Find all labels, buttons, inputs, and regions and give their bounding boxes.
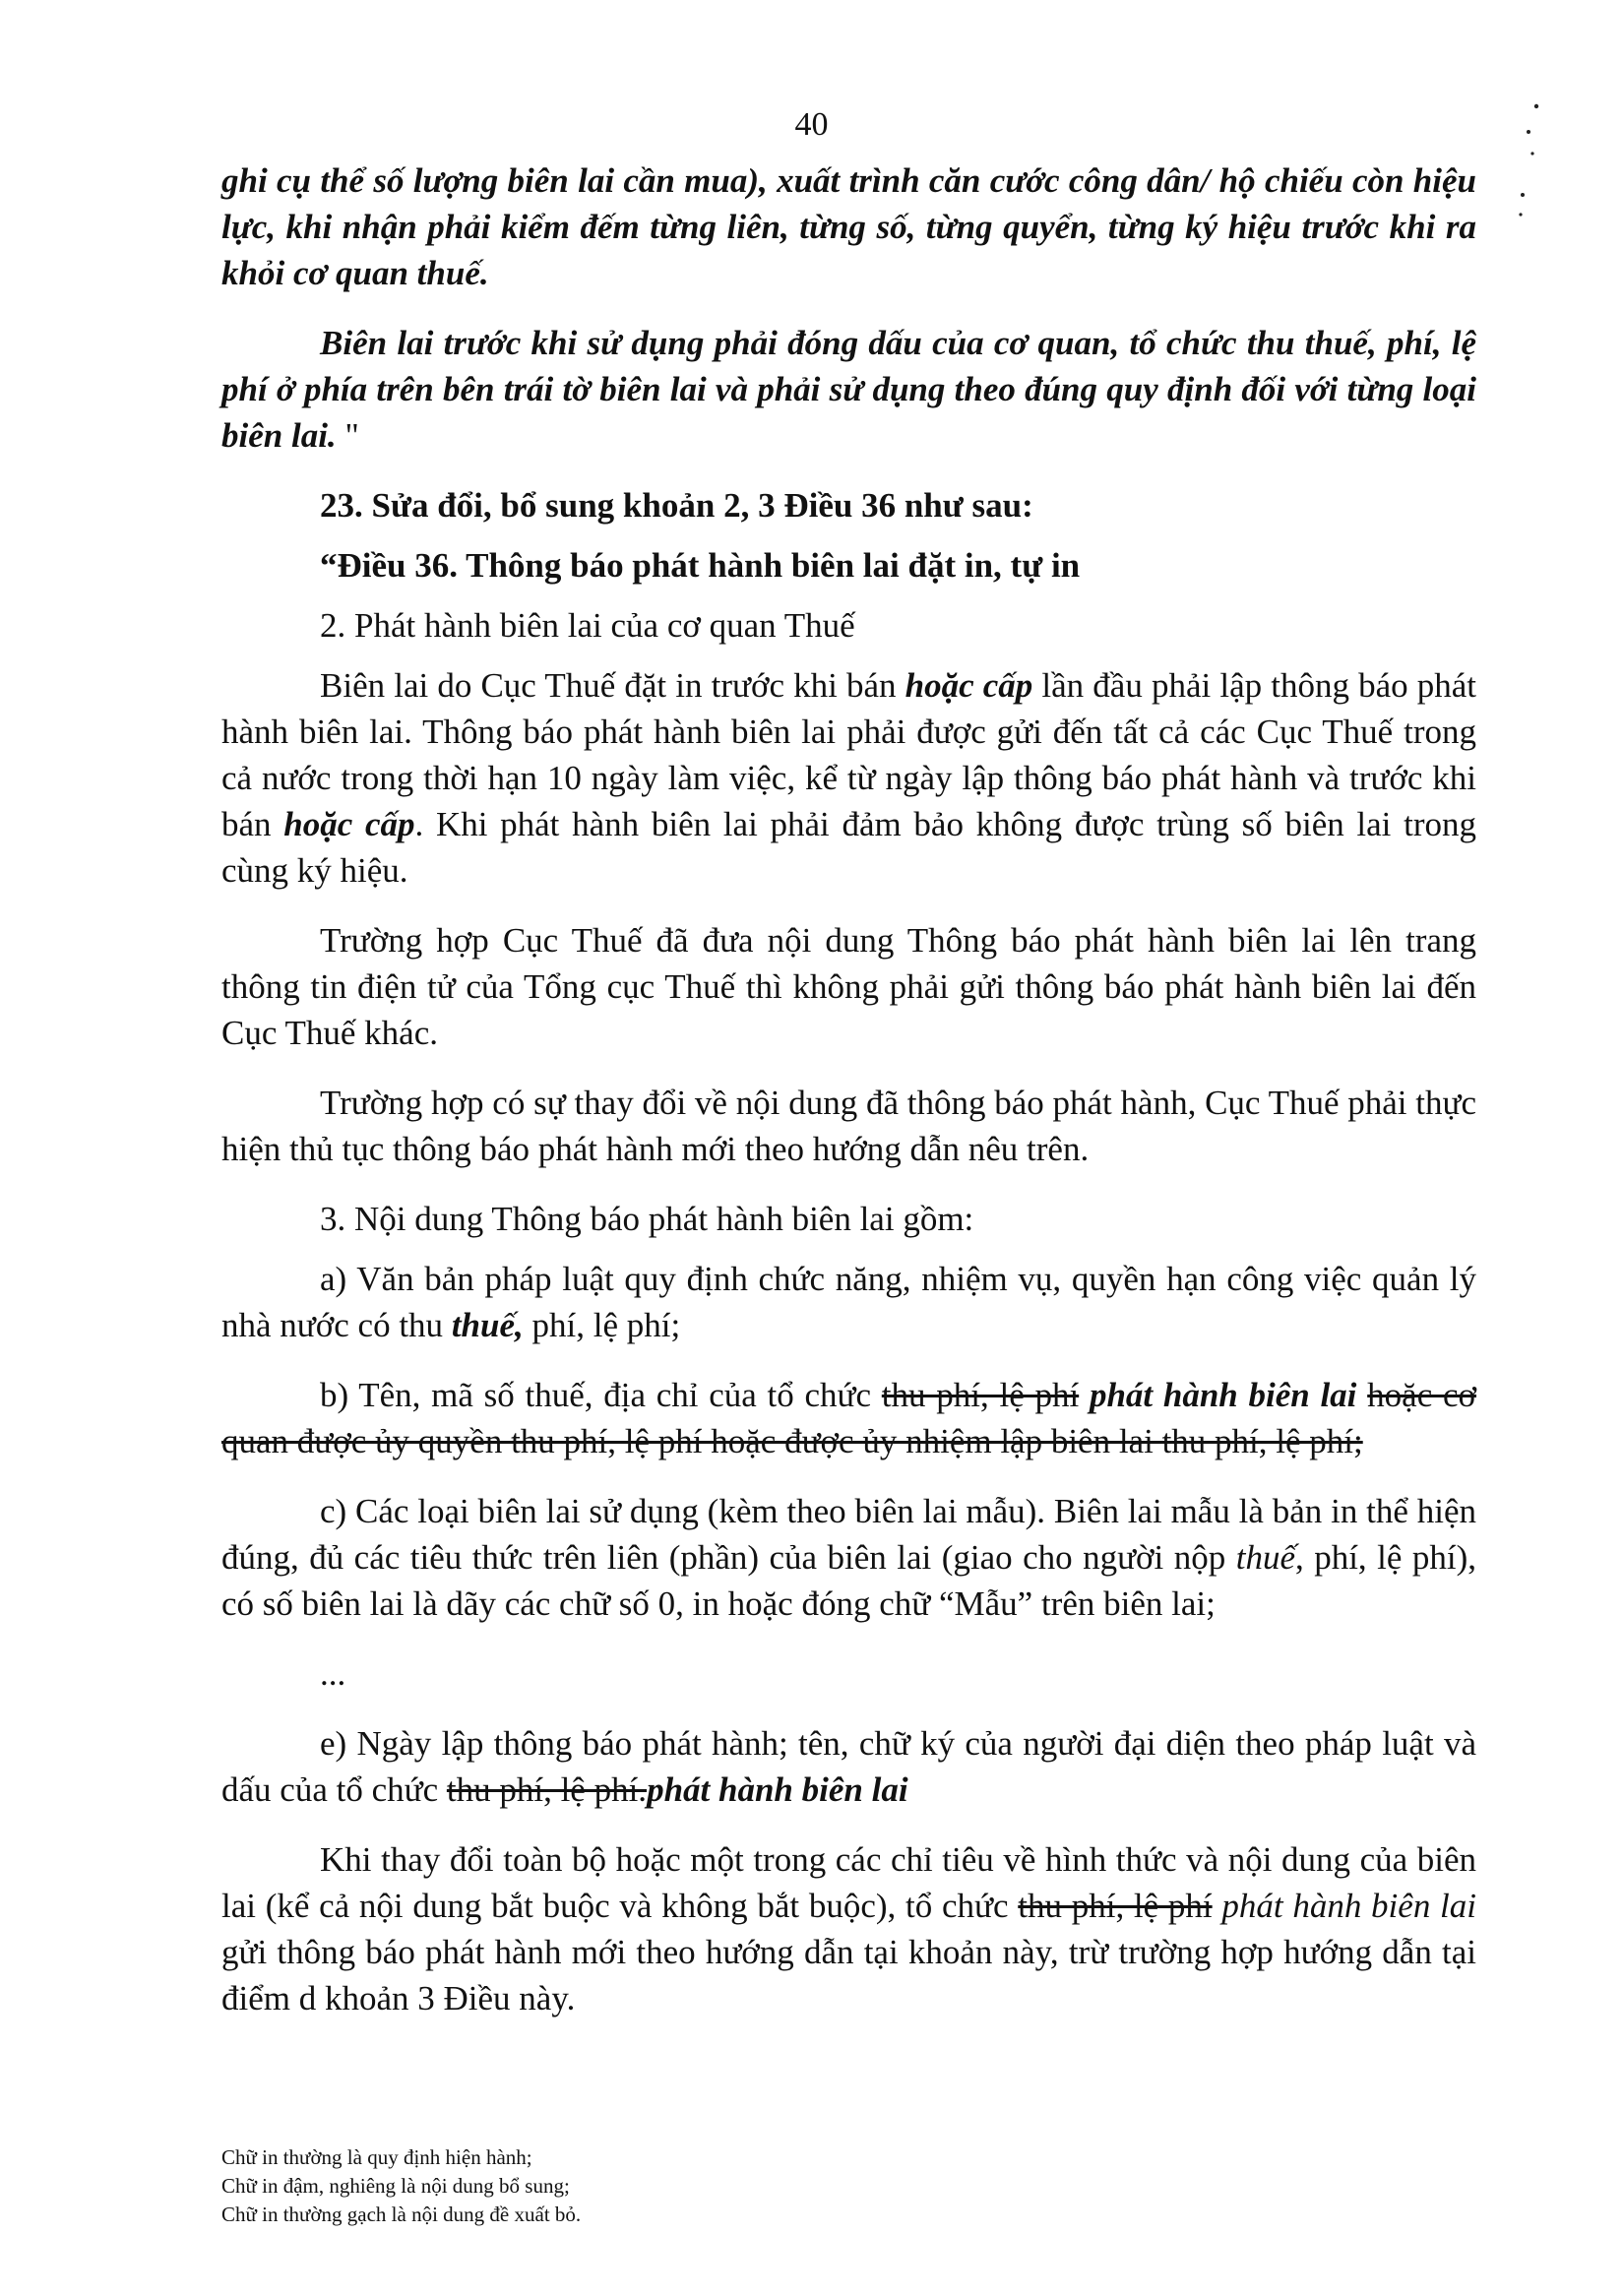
added-text: phát hành biên lai <box>647 1770 908 1809</box>
added-text: hoặc cấp <box>905 666 1033 705</box>
added-text: phát hành biên lai <box>1221 1887 1476 1925</box>
page-number: 40 <box>794 106 829 143</box>
text-run: c) Các loại biên lai sử dụng (kèm theo biên lai mẫu). Biên lai mẫu là bản in thể hiện đúng, đủ các tiêu thức trên liên (phần) của biên lai (giao cho người nộp <box>221 1492 1476 1577</box>
note-bold-italic: Chữ in đậm, nghiêng là nội dung bổ sung; <box>221 2174 570 2198</box>
added-text: hoặc cấp <box>283 805 415 843</box>
text-run: Biên lai do Cục Thuế đặt in trước khi bán <box>320 666 905 705</box>
text-run: a) Văn bản pháp luật quy định chức năng, nhiệm vụ, quyền hạn công việc quản lý nhà nước có thu <box>221 1260 1476 1344</box>
text-run: b) Tên, mã số thuế, địa chỉ của tổ chức <box>320 1376 882 1414</box>
stamp-rule-text: Biên lai trước khi sử dụng phải đóng dấu của cơ quan, tổ chức thu thuế, phí, lệ phí ở phía trên bên trái tờ biên lai và phải sử dụng theo đúng quy định đối với từng loại biên lai. <box>221 324 1476 455</box>
paragraph-tax-dept-issuance <box>221 662 1476 894</box>
text-run: lần đầu phải lập thông báo phát hành biên lai. Thông báo phát hành biên lai phải được gửi đến tất cả các Cục Thuế trong cả nước trong thời hạn 10 ngày làm việc, kể từ ngày lập thông báo phát hành và trước khi bán <box>221 666 1476 843</box>
deleted-text: thu phí, lệ phí. <box>446 1770 648 1809</box>
deleted-text: hoặc cơ quan được ủy quyền thu phí, lệ phí hoặc được ủy nhiệm lập biên lai thu phí, lệ phí; <box>221 1376 1477 1460</box>
item-e <box>221 1720 1476 1813</box>
text-run: e) Ngày lập thông báo phát hành; tên, chữ ký của người đại diện theo pháp luật và dấu của tổ chức <box>221 1724 1476 1809</box>
added-text: thuế, <box>451 1306 524 1344</box>
clause-2-heading: 2. Phát hành biên lai của cơ quan Thuế <box>320 606 855 645</box>
paragraph-content-change: Trường hợp có sự thay đổi về nội dung đã thông báo phát hành, Cục Thuế phải thực hiện thủ tục thông báo phát hành mới theo hướng dẫn nêu trên. <box>221 1084 1476 1168</box>
heading-article-36: “Điều 36. Thông báo phát hành biên lai đặt in, tự in <box>320 546 1081 585</box>
item-b <box>221 1372 1476 1464</box>
clause-3-heading: 3. Nội dung Thông báo phát hành biên lai gồm: <box>320 1200 974 1238</box>
text-run: Khi thay đổi toàn bộ hoặc một trong các chỉ tiêu về hình thức và nội dung của biên lai (kể cả nội dung bắt buộc và không bắt buộc), tổ chức <box>221 1840 1476 1925</box>
item-a <box>221 1256 1476 1348</box>
deleted-text: thu phí, lệ phí <box>1018 1887 1213 1925</box>
item-c <box>221 1488 1476 1627</box>
heading-item-23: 23. Sửa đổi, bổ sung khoản 2, 3 Điều 36 như sau: <box>320 486 1033 525</box>
text-run: phí, lệ phí; <box>523 1306 681 1344</box>
scan-marks <box>1511 98 1550 246</box>
text-run: gửi thông báo phát hành mới theo hướng dẫn tại khoản này, trừ trường hợp hướng dẫn tại điểm d khoản 3 Điều này. <box>221 1933 1476 2017</box>
deleted-text: thu phí, lệ phí <box>881 1376 1080 1414</box>
paragraph-change-notice <box>221 1836 1476 2021</box>
legend-notes <box>221 2143 581 2229</box>
paragraph-stamp-rule <box>221 320 1476 459</box>
text-run: . Khi phát hành biên lai phải đảm bảo không được trùng số biên lai trong cùng ký hiệu. <box>221 805 1476 890</box>
text-run <box>1356 1376 1367 1414</box>
added-text: phát hành biên lai <box>1089 1376 1357 1414</box>
text-run: , phí, lệ phí), có số biên lai là dãy các chữ số 0, in hoặc đóng chữ “Mẫu” trên biên lai; <box>221 1538 1476 1623</box>
paragraph-website-posting: Trường hợp Cục Thuế đã đưa nội dung Thông báo phát hành biên lai lên trang thông tin điện tử của Tổng cục Thuế thì không phải gửi thông báo phát hành biên lai đến Cục Thuế khác. <box>221 921 1476 1052</box>
paragraph-continued: ghi cụ thể số lượng biên lai cần mua), xuất trình căn cước công dân/ hộ chiếu còn hiệu lực, khi nhận phải kiểm đếm từng liên, từng số, từng quyển, từng ký hiệu trước khi ra khỏi cơ quan thuế. <box>221 161 1476 292</box>
text-run <box>1213 1887 1222 1925</box>
text-run <box>1079 1376 1090 1414</box>
document-body <box>221 157 1476 2045</box>
ellipsis: ... <box>320 1654 346 1693</box>
note-strikethrough: Chữ in thường gạch là nội dung đề xuất bỏ. <box>221 2203 582 2226</box>
note-regular: Chữ in thường là quy định hiện hành; <box>221 2145 532 2169</box>
added-text: thuế <box>1235 1538 1295 1577</box>
closing-quote: " <box>336 416 359 455</box>
